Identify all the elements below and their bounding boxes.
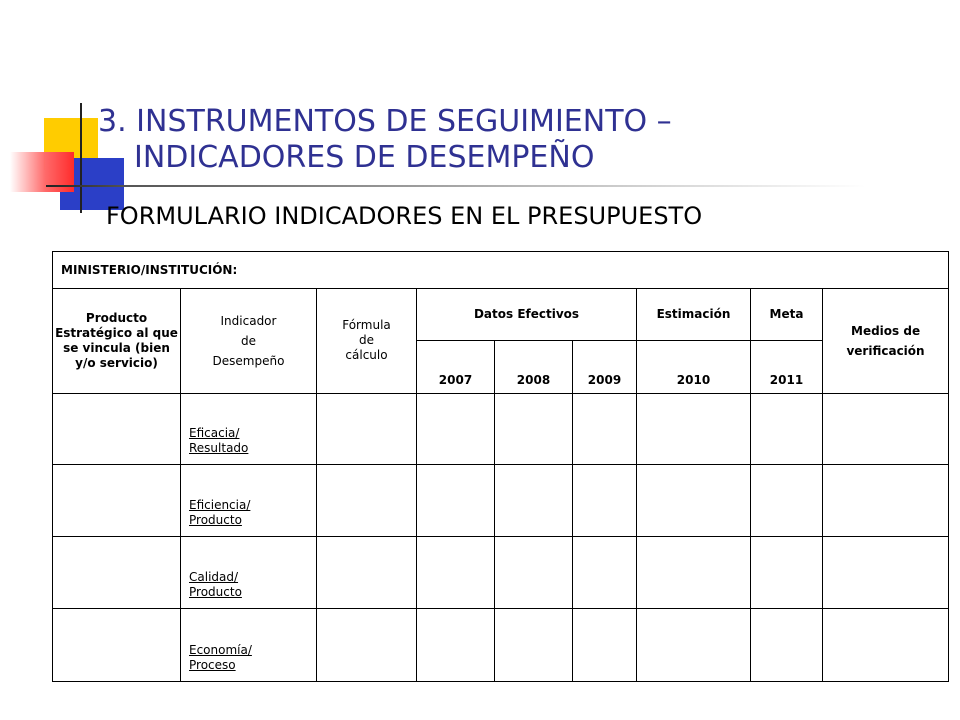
header-producto: Producto Estratégico al que se vincula (bien y/o servicio) [53,289,181,393]
formula-cell[interactable] [317,537,417,608]
value-cell-2011[interactable] [751,608,823,681]
year-2007: 2007 [417,341,495,393]
table-row [53,537,949,608]
product-cell[interactable] [53,393,181,464]
formula-cell[interactable] [317,464,417,536]
value-cell-2010[interactable] [637,393,751,464]
header-indicador [181,289,317,393]
table-row [53,393,949,464]
title-line-1: 3. INSTRUMENTOS DE SEGUIMIENTO – [98,104,672,139]
indicator-subtype: Producto [189,513,242,528]
value-cell-2009[interactable] [573,537,637,608]
product-cell[interactable] [53,608,181,681]
indicator-type: Eficiencia/ [189,498,251,513]
value-cell-2008[interactable] [495,537,573,608]
indicator-cell [181,393,317,464]
value-cell-2011[interactable] [751,464,823,536]
header-estimacion: Estimación [637,289,751,341]
slide-title [98,104,672,176]
table-row [53,464,949,536]
indicator-subtype: Producto [189,584,242,599]
value-cell-2008[interactable] [495,393,573,464]
verification-cell[interactable] [823,393,949,464]
header-medios-l1: Medios de [851,323,921,338]
value-cell-2008[interactable] [495,608,573,681]
slide-subtitle: FORMULARIO INDICADORES EN EL PRESUPUESTO [106,202,703,230]
value-cell-2010[interactable] [637,608,751,681]
indicator-type: Economía/ [189,643,252,657]
header-meta: Meta [751,289,823,341]
year-2008: 2008 [495,341,573,393]
value-cell-2009[interactable] [573,464,637,536]
year-2011: 2011 [751,341,823,393]
indicator-subtype: Resultado [189,440,249,455]
indicator-cell [181,464,317,536]
product-cell[interactable] [53,464,181,536]
value-cell-2009[interactable] [573,608,637,681]
header-formula-l3: cálculo [345,348,388,363]
value-cell-2011[interactable] [751,393,823,464]
verification-cell[interactable] [823,464,949,536]
indicator-cell [181,537,317,608]
indicator-subtype: Proceso [189,658,236,672]
header-formula [317,289,417,393]
year-2010: 2010 [637,341,751,393]
header-indicador-l1: Indicador [220,313,277,328]
header-medios-l2: verificación [846,343,925,358]
header-indicador-l2: de [241,333,256,348]
indicator-cell [181,608,317,681]
decorative-horizontal-line [46,185,866,187]
value-cell-2007[interactable] [417,393,495,464]
value-cell-2007[interactable] [417,537,495,608]
value-cell-2008[interactable] [495,464,573,536]
header-formula-l2: de [359,333,374,348]
formula-cell[interactable] [317,393,417,464]
decorative-vertical-line [80,103,82,213]
product-cell[interactable] [53,537,181,608]
table-row [53,608,949,681]
value-cell-2009[interactable] [573,393,637,464]
indicator-type: Calidad/ [189,569,239,584]
indicator-type: Eficacia/ [189,425,240,440]
header-datos-efectivos: Datos Efectivos [417,289,637,341]
header-indicador-l3: Desempeño [212,353,285,368]
formula-cell[interactable] [317,608,417,681]
title-line-2: INDICADORES DE DESEMPEÑO [134,140,595,175]
verification-cell[interactable] [823,608,949,681]
value-cell-2007[interactable] [417,464,495,536]
indicators-form-table [52,251,949,682]
value-cell-2010[interactable] [637,537,751,608]
header-formula-l1: Fórmula [342,318,391,333]
value-cell-2011[interactable] [751,537,823,608]
year-2009: 2009 [573,341,637,393]
verification-cell[interactable] [823,537,949,608]
header-medios [823,289,949,393]
value-cell-2010[interactable] [637,464,751,536]
institution-field: MINISTERIO/INSTITUCIÓN: [53,252,949,289]
value-cell-2007[interactable] [417,608,495,681]
